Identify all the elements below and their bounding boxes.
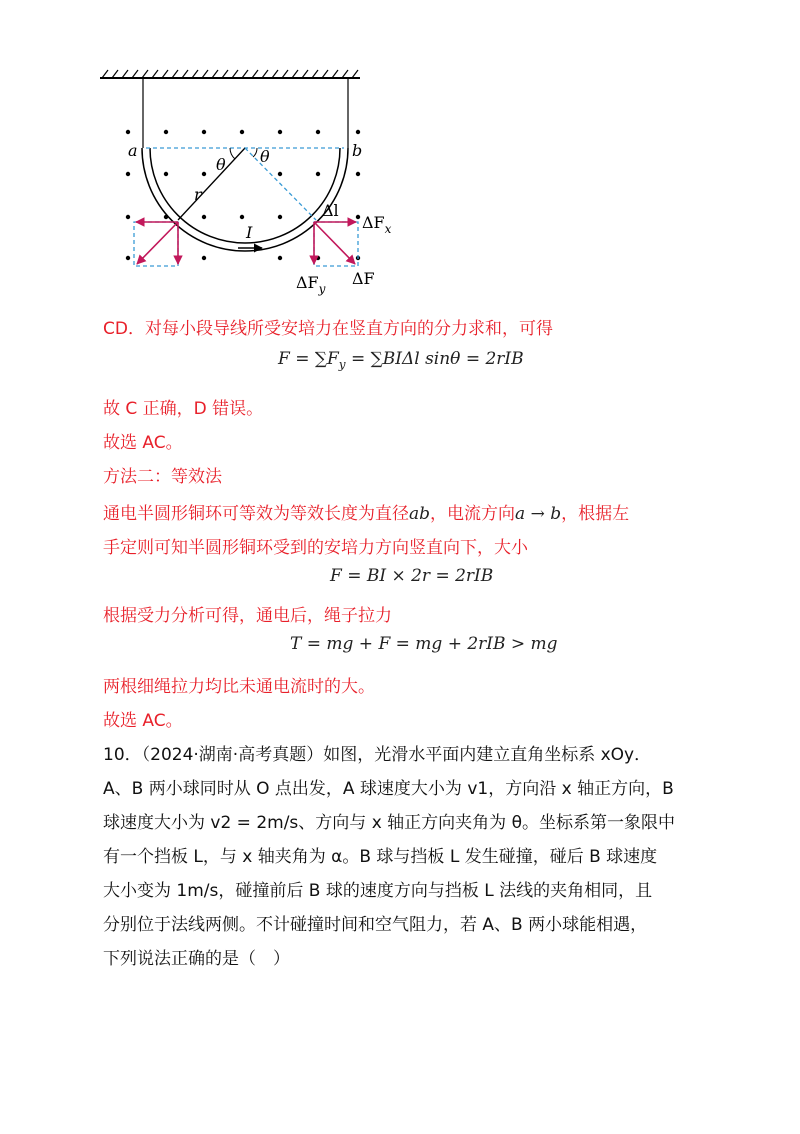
left-hand-rule-line: 手定则可知半圆形铜环受到的安培力方向竖直向下，大小 — [103, 538, 528, 558]
diameter-ab: ab — [409, 504, 431, 524]
label-dFx: $\Delta F_x$ — [362, 213, 392, 236]
current-direction: a → b — [515, 504, 562, 524]
label-theta-right: θ — [260, 147, 270, 166]
figure-svg — [90, 62, 410, 302]
force-analysis-line: 根据受力分析可得，通电后，绳子拉力 — [103, 606, 392, 626]
left-force-decomposition — [134, 222, 178, 266]
question-10-line6: 分别位于法线两侧。不计碰撞时间和空气阻力，若 A、B 两小球能相遇， — [103, 915, 648, 935]
question-10-line3: 球速度大小为 v2 = 2m/s、方向与 x 轴正方向夹角为 θ。坐标系第一象限中 — [103, 813, 675, 833]
label-dF: ΔF — [352, 269, 375, 288]
choose-ac-2: 故选 AC。 — [103, 711, 183, 731]
cd-intro: CD．对每小段导线所受安培力在竖直方向的分力求和，可得 — [103, 319, 553, 339]
label-b: b — [352, 141, 363, 160]
right-force-decomposition — [314, 222, 358, 266]
equivalent-length-para — [103, 499, 629, 524]
semicircle-ring-outer — [142, 148, 348, 251]
label-r: r — [194, 185, 202, 204]
label-current-I: I — [246, 223, 253, 242]
question-10-line2: A、B 两小球同时从 O 点出发，A 球速度大小为 v1，方向沿 x 轴正方向，B — [103, 779, 674, 799]
label-theta-left: θ — [216, 155, 226, 174]
formula-ampere-force: F = BI × 2r = 2rIB — [330, 566, 494, 586]
question-10-line5: 大小变为 1m/s，碰撞前后 B 球的速度方向与挡板 L 法线的夹角相同，且 — [103, 881, 653, 901]
eq-para-part1: 通电半圆形铜环可等效为等效长度为直径 — [103, 504, 409, 524]
label-dFy: $\Delta F_y$ — [296, 273, 326, 296]
semicircle-ring-figure — [90, 62, 410, 302]
question-10-line7: 下列说法正确的是（ ） — [103, 949, 290, 969]
angle-arc-right — [253, 148, 257, 157]
label-a: a — [128, 141, 138, 160]
eq-para-part3: ，根据左 — [561, 504, 630, 524]
formula-tension: T = mg + F = mg + 2rIB > mg — [290, 634, 558, 654]
label-dl: Δl — [322, 201, 339, 220]
question-10-line1: 10．（2024·湖南·高考真题）如图，光滑水平面内建立直角坐标系 xOy． — [103, 745, 652, 765]
dashed-radius — [245, 148, 316, 220]
choose-ac-1: 故选 AC。 — [103, 433, 183, 453]
angle-arc-left — [230, 148, 235, 159]
question-10-line4: 有一个挡板 L，与 x 轴夹角为 α。B 球与挡板 L 发生碰撞，碰后 B 球速度 — [103, 847, 658, 867]
method-two-heading: 方法二：等效法 — [103, 467, 222, 487]
formula-subscript-y: y — [338, 357, 346, 372]
ceiling — [100, 70, 360, 78]
eq-para-part2: ，电流方向 — [430, 504, 516, 524]
tension-conclusion: 两根细绳拉力均比未通电流时的大。 — [103, 677, 375, 697]
conclusion-c-correct: 故 C 正确，D 错误。 — [103, 399, 264, 419]
formula-sum-force — [278, 349, 524, 371]
formula-sum-force-text: $F = \sum F_y = \sum BI\Delta l$ sinθ = 2rIB — [278, 349, 524, 372]
